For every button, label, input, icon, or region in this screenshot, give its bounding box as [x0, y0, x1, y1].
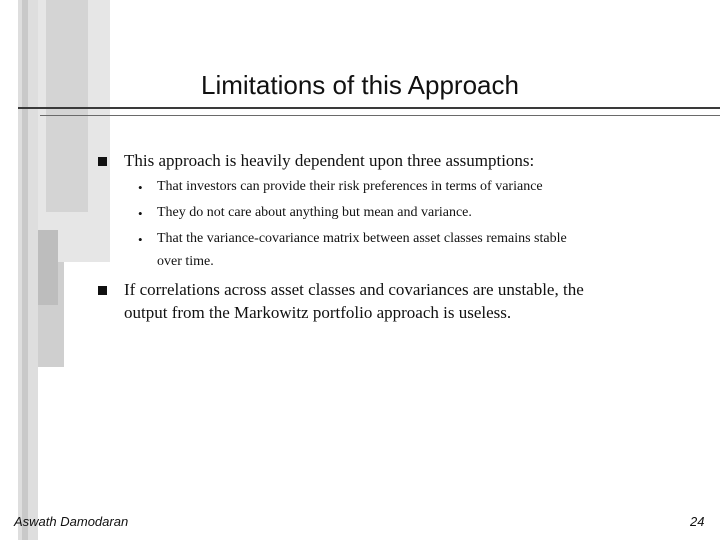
sub-bullet-text: They do not care about anything but mean and variance.	[157, 205, 472, 220]
sub-bullet-text: That the variance-covariance matrix between asset classes remains stable	[157, 231, 567, 246]
sub-bullet-text: That investors can provide their risk preferences in terms of variance	[157, 179, 543, 194]
sub-bullet-marker: •	[138, 232, 143, 247]
sub-bullet-marker: •	[138, 206, 143, 221]
bullet-marker	[98, 157, 107, 166]
slide-title: Limitations of this Approach	[201, 70, 519, 100]
decorative-panel	[38, 230, 58, 305]
bullet-text-continued: output from the Markowitz portfolio approach is useless.	[124, 303, 512, 322]
footer-author: Aswath Damodaran	[14, 514, 129, 529]
bullet-text: If correlations across asset classes and covariances are unstable, the	[124, 280, 584, 299]
sub-bullet-marker: •	[138, 180, 143, 195]
decorative-panel	[46, 0, 88, 212]
page-number: 24	[690, 514, 705, 529]
bullet-text: This approach is heavily dependent upon three assumptions:	[124, 151, 535, 170]
sub-bullet-text-continued: over time.	[157, 254, 214, 269]
bullet-marker	[98, 286, 107, 295]
title-divider-secondary	[40, 115, 720, 116]
title-divider	[18, 107, 720, 109]
